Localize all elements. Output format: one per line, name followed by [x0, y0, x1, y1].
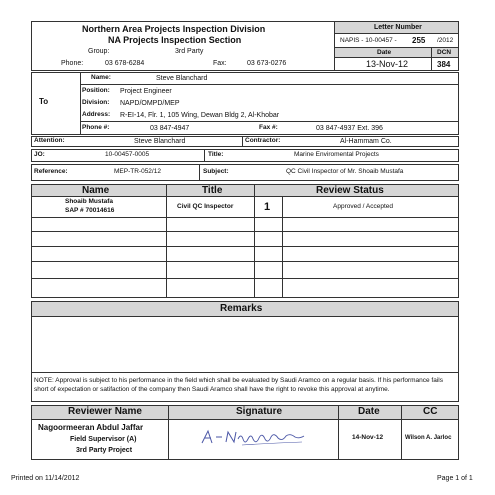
letter-number-label: Letter Number: [374, 24, 422, 31]
candidate-status: Approved / Accepted: [333, 203, 393, 210]
phone-label: Phone:: [61, 60, 84, 67]
phone-number-label: Phone #:: [82, 124, 110, 131]
cc-header: CC: [423, 406, 438, 417]
candidate-name: Shoaib Mustafa: [65, 198, 114, 205]
address-label: Address:: [82, 111, 111, 118]
letter-year: /2012: [437, 37, 454, 44]
attention-label: Attention:: [34, 137, 65, 144]
remarks-title: Remarks: [220, 303, 263, 314]
reference-label: Reference:: [34, 168, 68, 175]
candidate-title: Civil QC Inspector: [177, 203, 234, 210]
division-title: Northern Area Projects Inspection Division: [82, 24, 266, 34]
letter-number: 255: [412, 36, 426, 45]
dcn-value: 384: [437, 60, 451, 69]
reviewer-group: 3rd Party Project: [76, 447, 133, 454]
col-title-header: Title: [202, 185, 223, 196]
jo-label: JO:: [34, 151, 45, 158]
fax-value: 03 673-0276: [247, 60, 287, 67]
division-label: Division:: [82, 99, 110, 106]
group-value: 3rd Party: [175, 48, 204, 55]
cc-value: Wilson A. Jarloc: [405, 435, 452, 441]
to-label: To: [39, 97, 49, 106]
name-value: Steve Blanchard: [156, 75, 208, 82]
review-date: 14-Nov-12: [352, 434, 384, 441]
date-value: 13-Nov-12: [366, 59, 409, 69]
letter-prefix: NAPIS - 10-00457 -: [340, 37, 397, 44]
reviewer-role: Field Supervisor (A): [70, 436, 137, 443]
phone-number-value: 03 847-4947: [150, 125, 190, 132]
contractor-value: Al-Hammam Co.: [340, 138, 392, 145]
candidate-sap: SAP # 70014616: [65, 207, 115, 214]
division-value: NAPD/OMPD/MEP: [120, 100, 180, 107]
candidate-number: 1: [264, 201, 271, 213]
fax-label: Fax:: [213, 60, 227, 67]
printed-date: Printed on 11/14/2012: [11, 475, 80, 482]
title-value: Marine Enviromental Projects: [294, 151, 379, 158]
page-number: Page 1 of 1: [437, 475, 473, 482]
phone-value: 03 678-6284: [105, 60, 145, 67]
position-value: Project Engineer: [120, 88, 172, 95]
title-label: Title:: [208, 151, 224, 158]
reviewer-name: Nagoormeeran Abdul Jaffar: [38, 423, 144, 432]
subject-value: QC Civil Inspector of Mr. Shoaib Mustafa: [286, 168, 404, 175]
date-header: Date: [358, 406, 380, 417]
remarks-note: NOTE: Approval is subject to his performance in the field which shall be evaluated by Saudi Aramco on a regular basis. If his performance fails short of expectation or satifaction of the company then Saudi Aramco shall have the right to revoke this approval at anytime.: [34, 377, 443, 393]
fax-number-value: 03 847-4937 Ext. 396: [316, 125, 383, 132]
position-label: Position:: [82, 87, 110, 94]
fax-number-label: Fax #:: [259, 124, 278, 131]
jo-box: [31, 149, 459, 162]
section-title: NA Projects Inspection Section: [108, 35, 242, 45]
subject-label: Subject:: [203, 168, 229, 175]
signature-image: [198, 427, 318, 449]
col-name-header: Name: [82, 185, 110, 196]
address-value: R-EI-14, Flr. 1, 105 Wing, Dewan Bldg 2, Al-Khobar: [120, 112, 280, 119]
signature-header: Signature: [236, 406, 283, 417]
dcn-label: DCN: [437, 49, 452, 56]
reference-value: MEP-TR-052/12: [114, 168, 161, 175]
group-label: Group:: [88, 48, 110, 55]
contractor-label: Contractor:: [245, 137, 281, 144]
col-status-header: Review Status: [316, 185, 384, 196]
jo-value: 10-00457-0005: [105, 151, 150, 158]
name-label: Name:: [91, 74, 111, 81]
date-label: Date: [377, 49, 392, 56]
reviewer-name-header: Reviewer Name: [68, 406, 142, 417]
attention-value: Steve Blanchard: [134, 138, 186, 145]
